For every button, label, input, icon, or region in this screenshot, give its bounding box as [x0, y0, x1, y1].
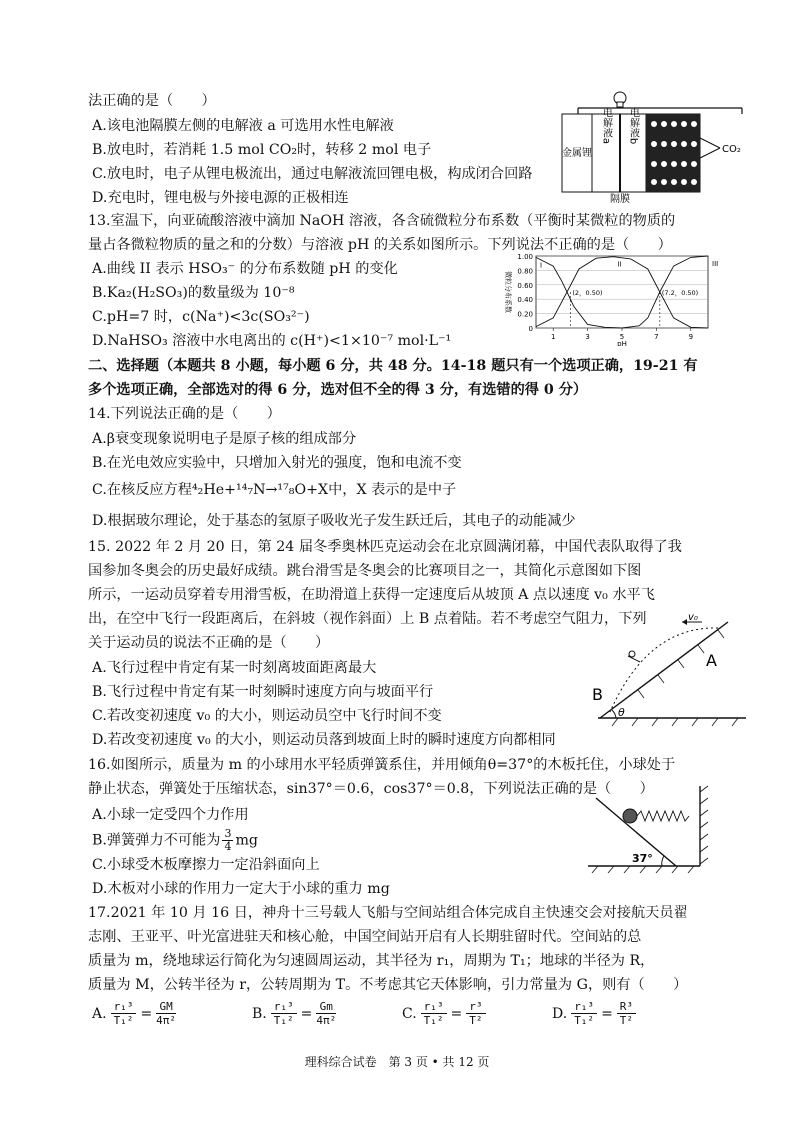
q15-option-b: B.飞行过程中肯定有某一时刻瞬时速度方向与坡面平行: [92, 684, 434, 700]
q15-option-c: C.若改变初速度 v₀ 的大小，则运动员空中飞行时间不变: [92, 708, 442, 724]
q15-line-3: 所示，一运动员穿着专用滑雪板，在助滑道上获得一定速度后从坡顶 A 点以速度 v₀ 水平飞: [88, 587, 655, 603]
q17-line-3: 质量为 m，绕地球运行简化为匀速圆周运动，其半径为 r₁，周期为 T₁；地球的半径为 R，: [88, 953, 655, 969]
q15-line-1: 15. 2022 年 2 月 20 日，第 24 届冬季奥林匹克运动会在北京圆满闭幕，中国代表队取得了我: [88, 539, 682, 555]
q17-b-equals: =: [300, 1005, 313, 1022]
q17-line-2: 志刚、王亚平、叶光富进驻天和核心舱，中国空间站开启有人长期驻留时代。空间站的总: [88, 929, 642, 945]
q12-option-b: B.放电时，若消耗 1.5 mol CO₂时，转移 2 mol 电子: [92, 142, 432, 158]
ski-point-a-label: A: [706, 651, 717, 670]
q17-option-a-label: A.: [92, 1005, 107, 1022]
chart-x-axis-label: pH: [617, 340, 627, 346]
q14-stem: 14.下列说法正确的是（ ）: [88, 406, 281, 422]
q17-option-b: [252, 1000, 336, 1027]
q16-fraction: [222, 828, 233, 853]
chart-annotation: (2，0.50): [572, 289, 603, 297]
q15-line-2: 国参加冬奥会的历史最好成绩。跳台滑雪是冬奥会的比赛项目之一，其简化示意图如下图: [88, 563, 642, 579]
battery-diagram: [560, 86, 760, 204]
incline-angle-label: 37°: [632, 852, 653, 865]
q17-a-rhs-num: GM: [156, 1000, 176, 1014]
q13-stem-2: 量占各微粒物质的量之和的分数）与溶液 pH 的关系如图所示。下列说法不正确的是（ ）: [88, 237, 672, 253]
chart-series-label-II: II: [617, 260, 622, 269]
chart-y-tick-label: 1.00: [517, 253, 533, 261]
q17-a-rhs-den: 4π²: [156, 1014, 177, 1027]
chart-y-tick-label: 0: [528, 325, 533, 333]
q16-option-d: D.木板对小球的作用力一定大于小球的重力 mg: [92, 881, 390, 897]
q17-line-4: 质量为 M，公转半径为 r，公转周期为 T。不考虑其它天体影响，引力常量为 G，则有（ ）: [88, 977, 688, 993]
q14-option-c-post: 中，X 表示的是中子: [328, 482, 457, 498]
q16-option-c: C.小球受木板摩擦力一定沿斜面向上: [92, 857, 320, 873]
q17-d-rhs-num: R³: [617, 1000, 636, 1014]
q17-d-lhs-den: T₁²: [574, 1014, 595, 1027]
q14-nuclear-equation: ⁴₂He+¹⁴₇N→¹⁷₈O+X: [192, 482, 329, 498]
q17-c-rhs: [466, 1000, 485, 1027]
q13-option-c: C.pH=7 时，c(Na⁺)<3c(SO₃²⁻): [92, 309, 310, 325]
chart-y-axis-label: 微粒分布系数: [504, 271, 512, 313]
q17-b-rhs-den: 4π²: [316, 1014, 337, 1027]
q16-option-a: A.小球一定受四个力作用: [92, 807, 249, 823]
battery-membrane-label: 隔膜: [610, 194, 630, 204]
q17-option-d: [552, 1000, 636, 1027]
q17-d-equals: =: [601, 1005, 613, 1022]
section-2-header-2: 多个选项正确，全部选对的得 6 分，选对但不全的得 3 分，有选错的得 0 分）: [88, 382, 588, 398]
q17-c-lhs-den: T₁²: [423, 1014, 444, 1027]
q16-line-1: 16.如图所示，质量为 m 的小球用水平轻质弹簧系住，并用倾角θ=37°的木板托住，小球处于: [88, 757, 676, 773]
chart-x-tick-label: 5: [619, 333, 625, 341]
q13-stem-1: 13.室温下，向亚硫酸溶液中滴加 NaOH 溶液，各含硫微粒分布系数（平衡时某微粒的物质的: [88, 213, 676, 229]
distribution-chart: [496, 248, 718, 346]
q17-d-lhs: [571, 1000, 597, 1027]
chart-y-tick-label: 0.60: [517, 281, 533, 290]
chart-x-tick-label: 1: [550, 333, 556, 341]
q17-b-rhs: [316, 1000, 336, 1027]
ski-point-b-label: B: [592, 685, 603, 704]
q17-c-lhs-num: r₁³: [421, 1000, 447, 1014]
battery-ea-label: 电解液a: [600, 107, 612, 145]
q17-d-rhs-den: T²: [619, 1014, 634, 1027]
q17-option-c: [402, 1000, 486, 1027]
spring-incline-diagram: [584, 782, 714, 876]
q14-option-d: D.根据玻尔理论，处于基态的氢原子吸收光子发生跃迁后，其电子的动能减少: [92, 513, 576, 529]
q17-c-lhs: [421, 1000, 447, 1027]
q14-option-b: B.在光电效应实验中，只增加入射光的强度，饱和电流不变: [92, 455, 462, 471]
q17-b-rhs-num: Gm: [316, 1000, 336, 1014]
q17-option-b-label: B.: [252, 1005, 267, 1022]
chart-series-label-I: I: [540, 261, 543, 270]
q17-c-rhs-num: r³: [466, 1000, 485, 1014]
q17-b-lhs-num: r₁³: [271, 1000, 297, 1014]
q12-option-c: C.放电时，电子从锂电极流出，通过电解液流回锂电极，构成闭合回路: [92, 166, 533, 182]
q17-option-c-label: C.: [402, 1005, 417, 1022]
battery-co2-label: CO₂: [722, 144, 741, 155]
q14-option-a: A.β衰变现象说明电子是原子核的组成部分: [92, 431, 357, 447]
q16-option-b-post: mg: [235, 832, 258, 849]
q16-option-b: [92, 828, 258, 853]
chart-x-tick-label: 3: [585, 333, 590, 341]
q17-b-lhs: [271, 1000, 297, 1027]
chart-y-tick-label: 0.40: [517, 296, 533, 305]
chart-y-tick-label: 0.80: [517, 267, 533, 276]
q16-fraction-num: 3: [224, 827, 232, 840]
q13-option-d: D.NaHSO₃ 溶液中水电离出的 c(H⁺)<1×10⁻⁷ mol·L⁻¹: [92, 333, 452, 349]
q15-line-4: 出，在空中飞行一段距离后，在斜坡（视作斜面）上 B 点着陆。若不考虑空气阻力，下列: [88, 611, 647, 627]
q16-option-b-pre: B.弹簧弹力不可能为: [92, 832, 221, 849]
battery-eb-label: 电解液b: [627, 107, 639, 145]
section-2-header-1: 二、选择题（本题共 8 小题，每小题 6 分，共 48 分。14-18 题只有一个选项正确，19-21 有: [88, 358, 698, 374]
q17-c-rhs-den: T²: [469, 1014, 483, 1027]
q14-option-c: [92, 481, 456, 499]
q17-option-a: [92, 1000, 176, 1027]
ski-theta-label: θ: [618, 706, 625, 719]
chart-x-tick-label: 7: [654, 333, 659, 341]
ski-v0-label: v₀: [688, 614, 698, 623]
ski-jump-diagram: [578, 614, 748, 732]
chart-annotation: (7.2，0.50): [661, 289, 699, 297]
q13-option-b: B.Ka₂(H₂SO₃)的数量级为 10⁻⁸: [92, 285, 295, 301]
q17-a-equals: =: [140, 1005, 153, 1022]
q17-d-lhs-num: r₁³: [571, 1000, 597, 1014]
chart-y-tick-label: 0.20: [517, 310, 533, 319]
q12-option-d: D.充电时，锂电极与外接电源的正极相连: [92, 190, 349, 206]
q15-option-a: A.飞行过程中肯定有某一时刻离坡面距离最大: [92, 660, 377, 676]
q17-c-equals: =: [450, 1005, 463, 1022]
q17-a-rhs: [156, 1000, 176, 1027]
q16-fraction-den: 4: [224, 840, 232, 853]
q14-option-c-pre: C.在核反应方程: [92, 482, 192, 498]
q17-a-lhs-den: T₁²: [113, 1014, 134, 1027]
q17-b-lhs-den: T₁²: [273, 1014, 294, 1027]
q17-line-1: 17.2021 年 10 月 16 日，神舟十三号载人飞船与空间站组合体完成自主快速交会对接航天员翟: [88, 905, 688, 921]
q15-line-5: 关于运动员的说法不正确的是（ ）: [88, 635, 330, 651]
q16-line-2: 静止状态，弹簧处于压缩状态，sin37°＝0.6，cos37°＝0.8，下列说法正确的是（ ）: [88, 781, 654, 797]
chart-series-label-III: III: [712, 260, 718, 268]
page-footer: 理科综合试卷 第 3 页 • 共 12 页: [304, 1055, 490, 1069]
q17-d-rhs: [617, 1000, 636, 1027]
q17-option-d-label: D.: [552, 1005, 568, 1022]
q17-a-lhs-num: r₁³: [111, 1000, 137, 1014]
q12-stem-tail: 法正确的是（ ）: [88, 93, 216, 109]
q13-option-a: A.曲线 II 表示 HSO₃⁻ 的分布系数随 pH 的变化: [92, 261, 398, 277]
chart-x-tick-label: 9: [688, 333, 694, 341]
q15-option-d: D.若改变初速度 v₀ 的大小，则运动员落到坡面上时的瞬时速度方向都相同: [92, 732, 556, 748]
q17-a-lhs: [111, 1000, 137, 1027]
q12-option-a: A.该电池隔膜左侧的电解液 a 可选用水性电解液: [92, 118, 394, 134]
battery-metal-label: 金属锂: [562, 148, 592, 159]
